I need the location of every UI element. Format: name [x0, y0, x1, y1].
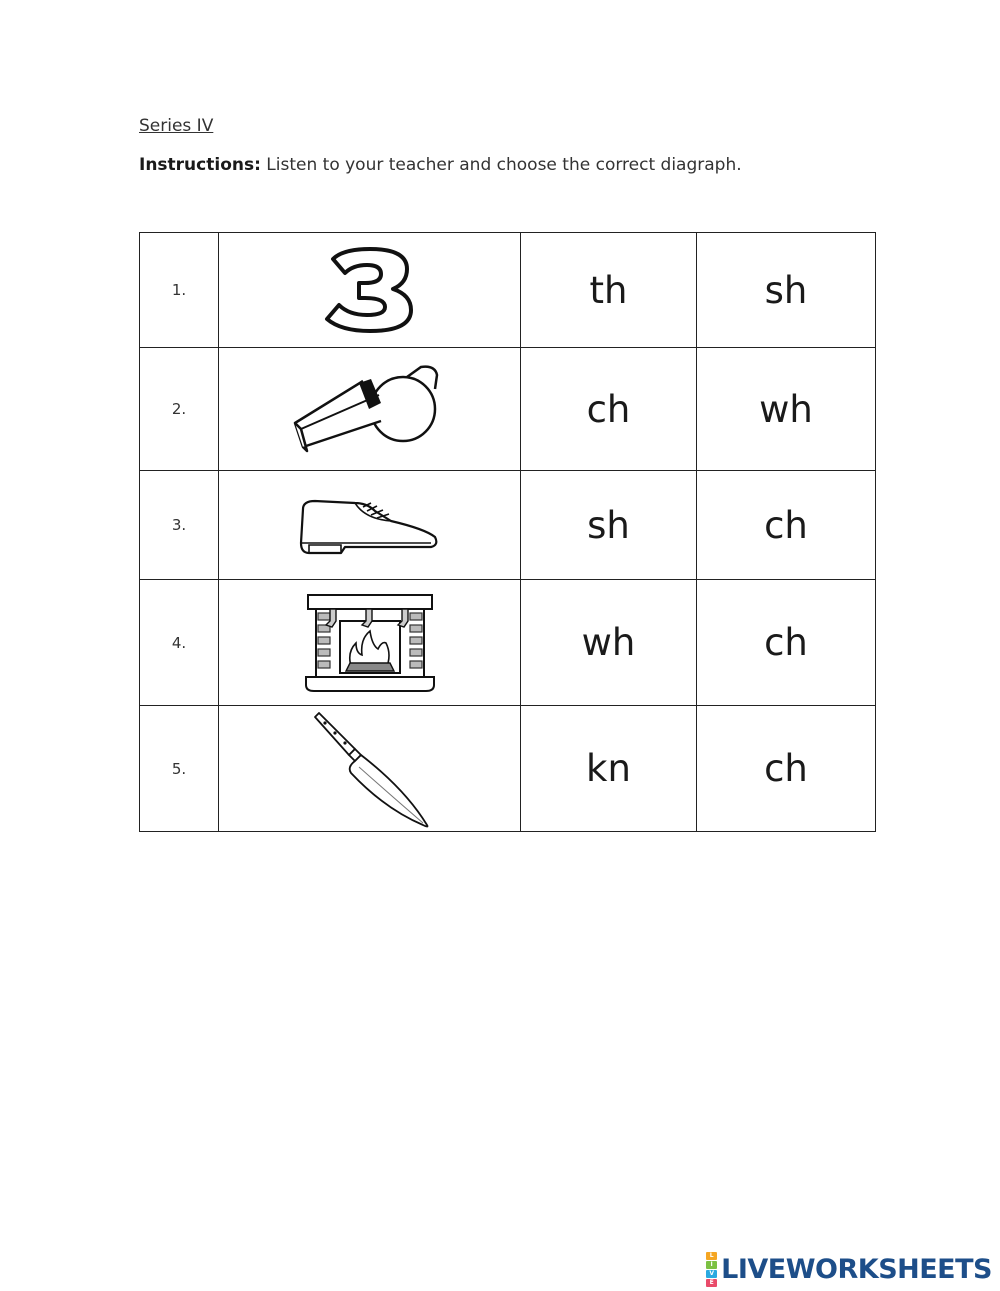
option-a[interactable]: sh [521, 471, 697, 580]
logo-block: I [706, 1261, 717, 1269]
option-a[interactable]: kn [521, 706, 697, 832]
option-b[interactable]: ch [697, 471, 876, 580]
table-row [140, 233, 876, 348]
option-b[interactable]: sh [697, 233, 876, 348]
picture-cell [219, 471, 521, 580]
option-b[interactable]: ch [697, 706, 876, 832]
table-row [140, 706, 876, 832]
shoe-icon [295, 493, 445, 557]
instructions-text: Listen to your teacher and choose the correct diagraph. [260, 155, 742, 175]
row-number: 2. [140, 348, 219, 471]
logo-block: V [706, 1270, 717, 1278]
logo-blocks-icon [706, 1252, 717, 1287]
option-a[interactable]: ch [521, 348, 697, 471]
row-number: 1. [140, 233, 219, 348]
table-row [140, 348, 876, 471]
chimney-icon [302, 591, 438, 695]
row-number: 3. [140, 471, 219, 580]
option-b[interactable]: ch [697, 580, 876, 706]
picture-cell [219, 233, 521, 348]
liveworksheets-logo [706, 1252, 992, 1287]
instructions-label: Instructions: [139, 155, 261, 175]
whistle-icon [285, 359, 455, 459]
picture-cell [219, 580, 521, 706]
option-a[interactable]: wh [521, 580, 697, 706]
number-three-icon [315, 245, 425, 335]
option-b[interactable]: wh [697, 348, 876, 471]
logo-block: L [706, 1252, 717, 1260]
series-title: Series IV [139, 116, 214, 136]
picture-cell [219, 348, 521, 471]
picture-cell [219, 706, 521, 832]
knife-icon [305, 709, 435, 829]
diagraph-table [139, 232, 876, 832]
instructions [139, 155, 742, 175]
table-row [140, 471, 876, 580]
option-a[interactable]: th [521, 233, 697, 348]
row-number: 4. [140, 580, 219, 706]
brand-text: LIVEWORKSHEETS [721, 1254, 992, 1285]
row-number: 5. [140, 706, 219, 832]
logo-block: E [706, 1279, 717, 1287]
table-row [140, 580, 876, 706]
